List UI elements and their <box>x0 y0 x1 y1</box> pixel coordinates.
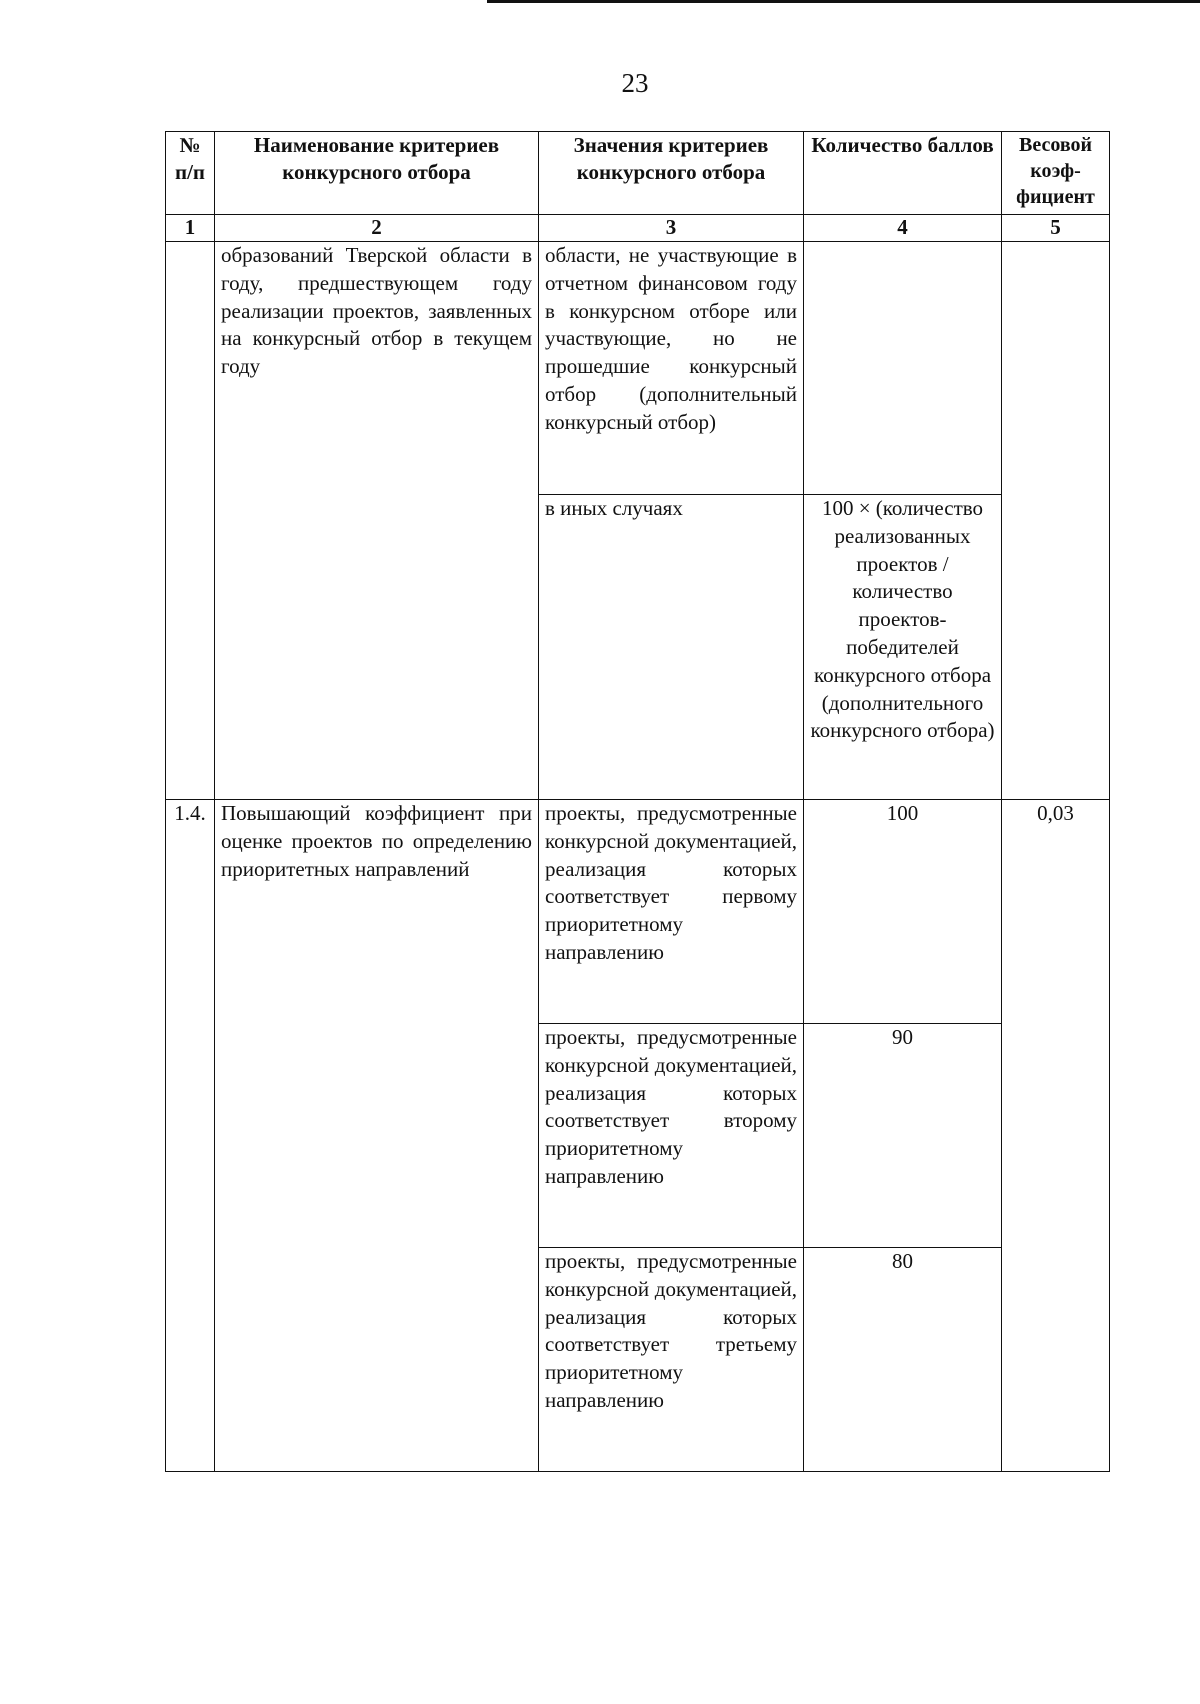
header-criteria-values: Значения критериев конкурсного отбора <box>539 132 804 215</box>
weight-cell <box>1002 242 1110 800</box>
header-points: Количество баллов <box>804 132 1002 215</box>
criteria-value-cell: проекты, предусмотренные конкурсной документацией, реализация которых соответствует третьему приоритетному направлению <box>539 1248 804 1472</box>
criteria-name-cell: образований Тверской области в году, предшествующем году реализации проектов, заявленных на конкурсный отбор в текущем году <box>215 242 539 800</box>
header-number: № п/п <box>166 132 215 215</box>
table-row <box>166 242 1110 495</box>
criteria-name-cell: Повышающий коэффициент при оценке проектов по определению приоритетных направлений <box>215 800 539 1472</box>
weight-cell: 0,03 <box>1002 800 1110 1472</box>
points-cell: 80 <box>804 1248 1002 1472</box>
criteria-table <box>165 131 1110 1472</box>
column-number: 3 <box>539 215 804 242</box>
column-number: 4 <box>804 215 1002 242</box>
column-number: 5 <box>1002 215 1110 242</box>
criteria-value-cell: проекты, предусмотренные конкурсной документацией, реализация которых соответствует второму приоритетному направлению <box>539 1024 804 1248</box>
points-cell: 100 × (количество реализованных проектов / количество проектов-победителей конкурсного отбора (дополнительного конкурсного отбора) <box>804 495 1002 800</box>
criteria-value-cell: проекты, предусмотренные конкурсной документацией, реализация которых соответствует первому приоритетному направлению <box>539 800 804 1024</box>
header-weight: Весовой коэф-фициент <box>1002 132 1110 215</box>
criteria-value-cell: в иных случаях <box>539 495 804 800</box>
points-cell: 100 <box>804 800 1002 1024</box>
page-number: 23 <box>621 68 649 98</box>
points-cell <box>804 242 1002 495</box>
column-number: 1 <box>166 215 215 242</box>
criteria-value-cell: области, не участвующие в отчетном финансовом году в конкурсном отборе или участвующие, но не прошедшие конкурсный отбор (дополнительный конкурсный отбор) <box>539 242 804 495</box>
top-rule <box>487 0 1200 3</box>
column-number: 2 <box>215 215 539 242</box>
column-number-row <box>166 215 1110 242</box>
table-row <box>166 800 1110 1024</box>
header-row <box>166 132 1110 215</box>
header-criteria-name: Наименование критериев конкурсного отбора <box>215 132 539 215</box>
points-cell: 90 <box>804 1024 1002 1248</box>
row-number-cell <box>166 242 215 800</box>
row-number-cell: 1.4. <box>166 800 215 1472</box>
